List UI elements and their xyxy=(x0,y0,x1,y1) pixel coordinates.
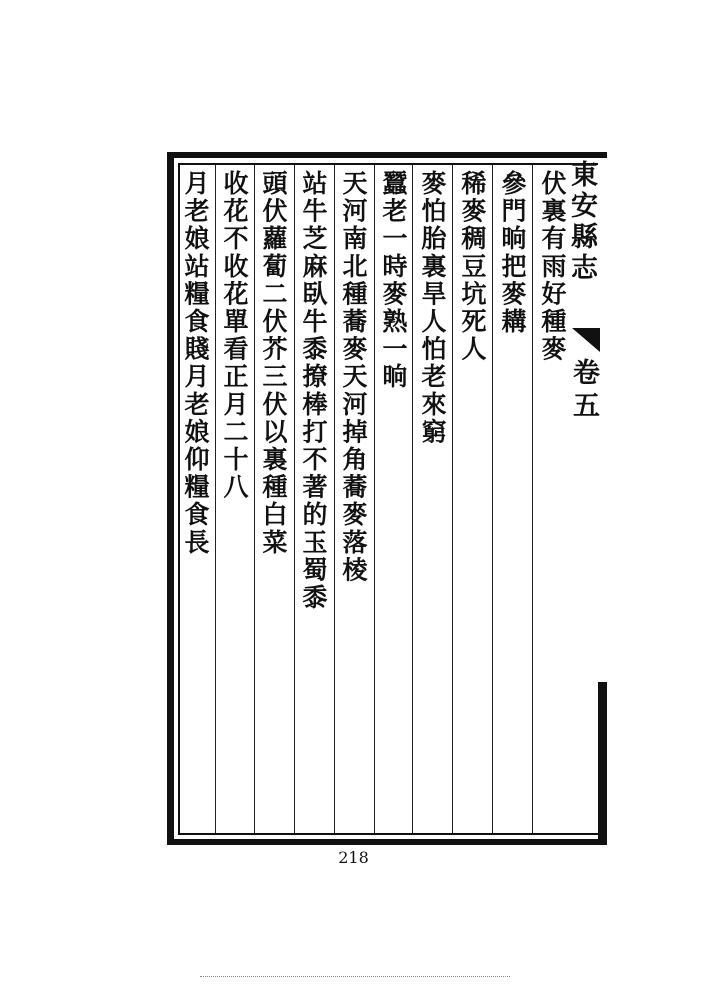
text-column-6: 天河南北種蕎麥天河掉角蕎麥落棱 xyxy=(339,170,368,584)
text-column-3: 稀麥稠豆坑死人 xyxy=(458,170,487,364)
margin-title: 東安縣志 xyxy=(566,160,597,284)
scan-specks xyxy=(200,976,510,981)
text-column-7: 站牛芝麻臥牛黍撩棒打不著的玉蜀黍 xyxy=(299,170,328,612)
column-rule xyxy=(452,165,453,833)
column-rule xyxy=(215,165,216,833)
column-rule xyxy=(412,165,413,833)
column-rule xyxy=(294,165,295,833)
margin-juan: 卷五 xyxy=(568,358,599,424)
column-rule xyxy=(492,165,493,833)
column-rule xyxy=(334,165,335,833)
text-column-9: 收花不收花單看正月二十八 xyxy=(220,170,249,502)
text-column-2: 參門晌把麥耩 xyxy=(498,170,527,336)
page-number: 218 xyxy=(338,848,369,867)
right-edge-bar xyxy=(598,682,607,842)
column-rule xyxy=(254,165,255,833)
column-rule xyxy=(532,165,533,833)
text-column-8: 頭伏蘿蔔二伏芥三伏以裏種白菜 xyxy=(259,170,288,557)
fishtail-mark-icon xyxy=(572,328,600,352)
text-column-10: 月老娘站糧食賤月老娘仰糧食長 xyxy=(181,170,210,557)
column-rule xyxy=(374,165,375,833)
text-column-1: 伏裏有雨好種麥 xyxy=(538,170,567,364)
text-column-5: 蠶老一時麥熟一晌 xyxy=(379,170,408,391)
text-column-4: 麥怕胎裏旱人怕老來窮 xyxy=(418,170,447,446)
